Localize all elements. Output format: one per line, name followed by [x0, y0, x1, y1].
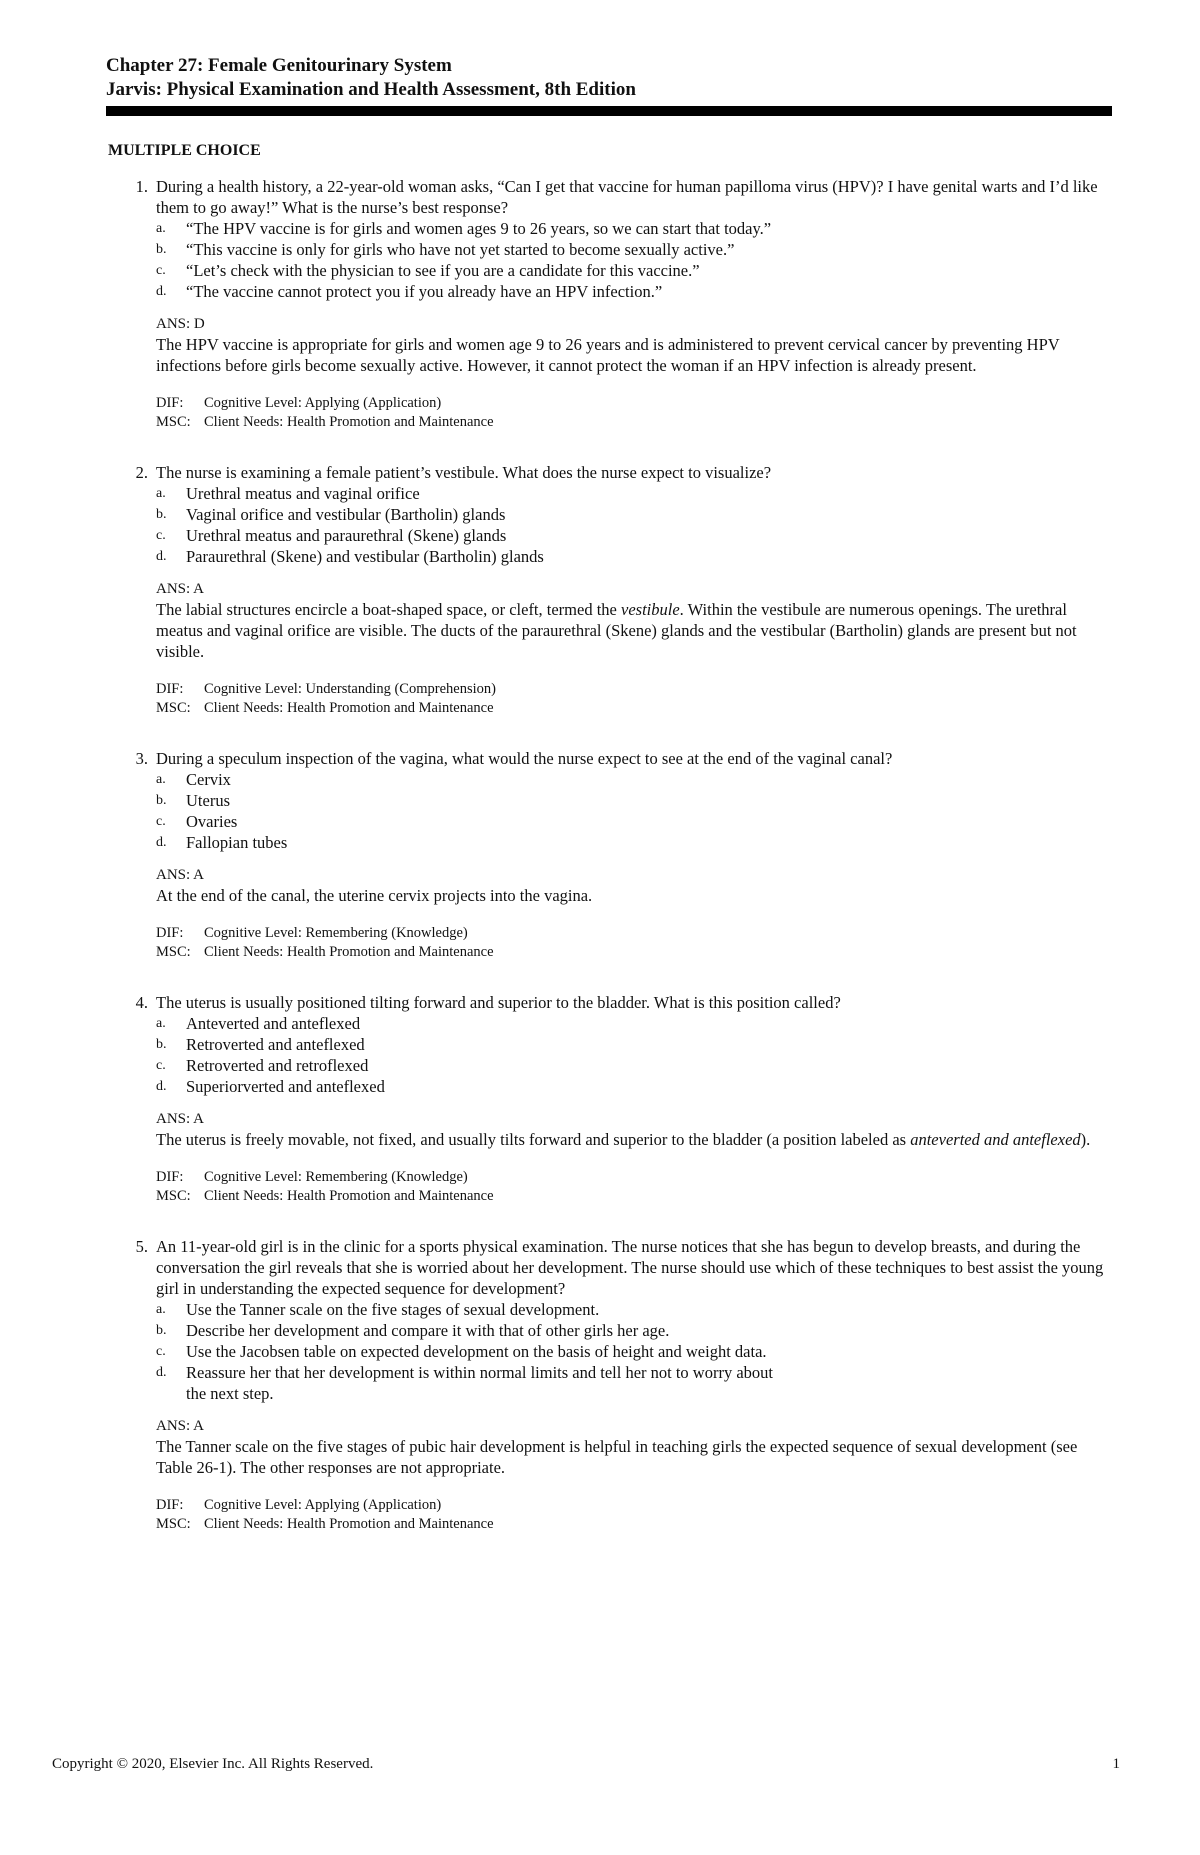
question-number: 1.: [135, 177, 148, 196]
option-c: c. Use the Jacobsen table on expected development on the basis of height and weight data.: [156, 1342, 767, 1361]
client-needs: Client Needs: Health Promotion and Maintenance: [204, 1188, 494, 1204]
question-stem: An 11-year-old girl is in the clinic for a sports physical examination. The nurse notices that she has begun to develop breasts, and during the conversation the girl reveals that she is worried about her development. The nurse should use which of these techniques to best assist the young girl in understanding the expected sequence for development?: [156, 1237, 1104, 1298]
question-metadata: DIF: Cognitive Level: Remembering (Knowledge) MSC: Client Needs: Health Promotion and Maintenance: [156, 925, 494, 960]
question-metadata: DIF: Cognitive Level: Remembering (Knowledge) MSC: Client Needs: Health Promotion and Maintenance: [156, 1169, 494, 1204]
client-needs: Client Needs: Health Promotion and Maintenance: [204, 700, 494, 716]
rationale: At the end of the canal, the uterine cervix projects into the vagina.: [156, 886, 593, 905]
rationale: The labial structures encircle a boat-shaped space, or cleft, termed the vestibule. Within the vestibule are numerous openings. The urethral meatus and vaginal orifice are visible. The ducts of the paraurethral (Skene) glands and the vestibular (Bartholin) glands are present but not visible.: [156, 600, 1077, 661]
book-title: Jarvis: Physical Examination and Health Assessment, 8th Edition: [106, 79, 636, 100]
rationale: The uterus is freely movable, not fixed, and usually tilts forward and superior to the bladder (a position labeled as anteverted and anteflexed).: [156, 1130, 1091, 1149]
question-metadata: DIF: Cognitive Level: Applying (Application) MSC: Client Needs: Health Promotion and Maintenance: [156, 1497, 494, 1532]
question-number: 4.: [135, 993, 148, 1012]
question-number: 3.: [135, 749, 148, 768]
rationale: The HPV vaccine is appropriate for girls and women age 9 to 26 years and is administered to prevent cervical cancer by preventing HPV infections before girls become sexually active. However, it cannot protect the woman if an HPV infection is already present.: [156, 335, 1060, 375]
rationale: The Tanner scale on the five stages of pubic hair development is helpful in teaching girls the expected sequence of sexual development (see Table 26-1). The other responses are not appropriate.: [156, 1437, 1078, 1477]
header-rule: [106, 106, 1112, 116]
question-number: 5.: [135, 1237, 148, 1256]
option-d: d. “The vaccine cannot protect you if you already have an HPV infection.”: [156, 282, 663, 301]
question-metadata: DIF: Cognitive Level: Applying (Application) MSC: Client Needs: Health Promotion and Maintenance: [156, 395, 494, 430]
option-b: b. Retroverted and anteflexed: [156, 1035, 365, 1054]
difficulty: Cognitive Level: Remembering (Knowledge): [204, 925, 468, 941]
copyright-notice: Copyright © 2020, Elsevier Inc. All Rights Reserved.: [52, 1756, 374, 1772]
page-number: 1: [1112, 1756, 1120, 1772]
client-needs: Client Needs: Health Promotion and Maintenance: [204, 1516, 494, 1532]
question-list: [108, 176, 1108, 1564]
question-4: [108, 992, 1108, 1206]
client-needs: Client Needs: Health Promotion and Maintenance: [204, 414, 494, 430]
difficulty: Cognitive Level: Remembering (Knowledge): [204, 1169, 468, 1185]
option-a: a. Anteverted and anteflexed: [156, 1014, 361, 1033]
question-2: [108, 462, 1108, 718]
answer-key: ANS: A: [156, 1418, 204, 1434]
option-list: [156, 1299, 1108, 1404]
question-3: [108, 748, 1108, 962]
answer-key: ANS: A: [156, 867, 204, 883]
question-stem: The uterus is usually positioned tilting forward and superior to the bladder. What is this position called?: [156, 993, 841, 1012]
option-a: a. “The HPV vaccine is for girls and women ages 9 to 26 years, so we can start that today.”: [156, 219, 772, 238]
difficulty: Cognitive Level: Applying (Application): [204, 395, 442, 411]
option-list: [156, 218, 1108, 302]
option-list: [156, 483, 1108, 567]
option-list: [156, 1013, 1108, 1097]
answer-key: ANS: D: [156, 316, 205, 332]
option-b: b. Uterus: [156, 791, 230, 810]
option-d: d. Fallopian tubes: [156, 833, 288, 852]
question-stem: During a speculum inspection of the vagina, what would the nurse expect to see at the end of the vaginal canal?: [156, 749, 893, 768]
option-c: c. Ovaries: [156, 812, 238, 831]
client-needs: Client Needs: Health Promotion and Maintenance: [204, 944, 494, 960]
difficulty: Cognitive Level: Applying (Application): [204, 1497, 442, 1513]
option-a: a. Cervix: [156, 770, 231, 789]
option-list: [156, 769, 1108, 853]
question-stem: The nurse is examining a female patient’s vestibule. What does the nurse expect to visualize?: [156, 463, 772, 482]
option-a: a. Use the Tanner scale on the five stages of sexual development.: [156, 1300, 600, 1319]
chapter-title: Chapter 27: Female Genitourinary System: [106, 55, 452, 76]
option-c: c. Retroverted and retroflexed: [156, 1056, 369, 1075]
page-header: [106, 54, 1112, 116]
difficulty: Cognitive Level: Understanding (Comprehension): [204, 681, 496, 697]
option-d: d. Paraurethral (Skene) and vestibular (Bartholin) glands: [156, 547, 544, 566]
question-metadata: DIF: Cognitive Level: Understanding (Comprehension) MSC: Client Needs: Health Promotion and Maintenance: [156, 681, 496, 716]
option-b: b. Vaginal orifice and vestibular (Bartholin) glands: [156, 505, 506, 524]
option-b: b. Describe her development and compare it with that of other girls her age.: [156, 1321, 670, 1340]
section-title: MULTIPLE CHOICE: [108, 142, 261, 159]
option-a: a. Urethral meatus and vaginal orifice: [156, 484, 420, 503]
question-1: [108, 176, 1108, 432]
option-d: d. Superiorverted and anteflexed: [156, 1077, 385, 1096]
option-c: c. Urethral meatus and paraurethral (Skene) glands: [156, 526, 507, 545]
page-footer: [52, 1756, 1120, 1773]
answer-key: ANS: A: [156, 581, 204, 597]
question-stem: During a health history, a 22-year-old woman asks, “Can I get that vaccine for human papilloma virus (HPV)? I have genital warts and I’d like them to go away!” What is the nurse’s best response?: [156, 177, 1098, 217]
option-d: d. Reassure her that her development is within normal limits and tell her not to worry about the next step.: [156, 1363, 773, 1403]
option-b: b. “This vaccine is only for girls who have not yet started to become sexually active.”: [156, 240, 735, 259]
answer-key: ANS: A: [156, 1111, 204, 1127]
question-5: [108, 1236, 1108, 1534]
question-number: 2.: [135, 463, 148, 482]
option-c: c. “Let’s check with the physician to see if you are a candidate for this vaccine.”: [156, 261, 700, 280]
